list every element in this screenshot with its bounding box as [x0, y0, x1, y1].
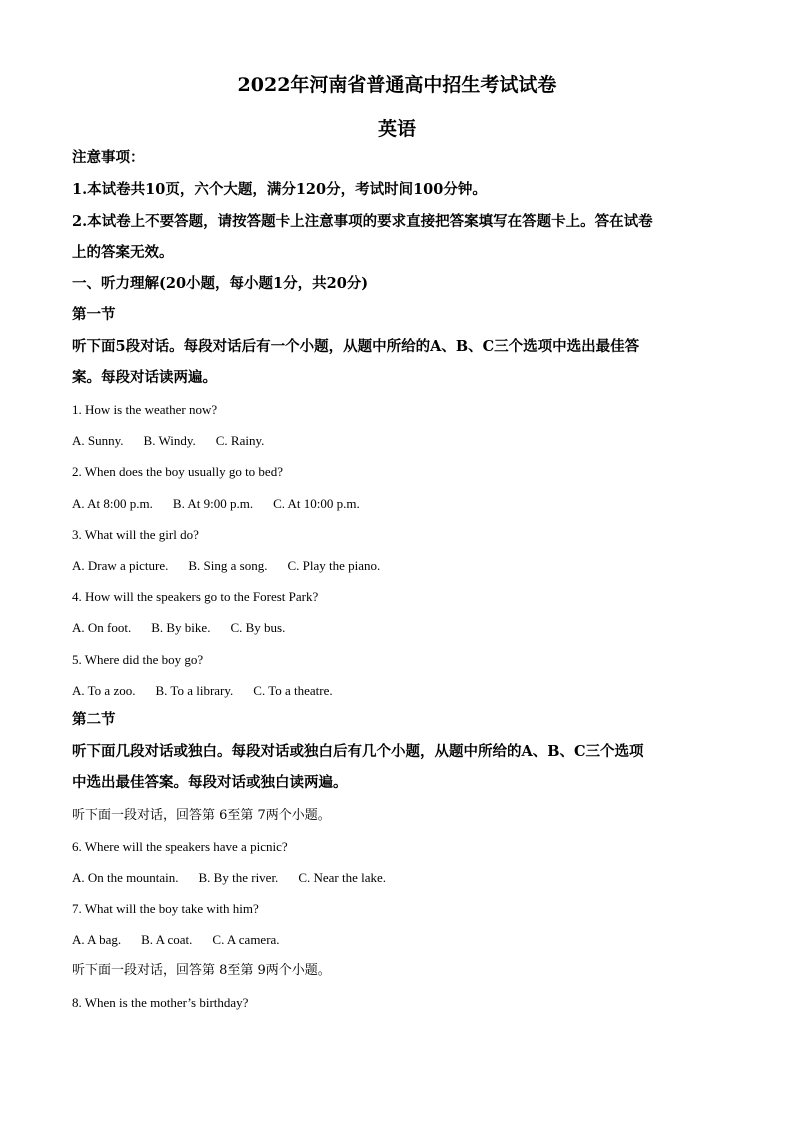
section-2-heading: 第二节 [72, 711, 116, 728]
dialog-intro-6-7: 听下面一段对话，回答第 6至第 7两个小题。 [72, 808, 331, 823]
option-c: C. By bus. [230, 620, 286, 635]
option-a: A. To a zoo. [72, 683, 136, 698]
exam-title: 2022年河南省普通高中招生考试试卷 [237, 74, 557, 96]
option-b: B. To a library. [155, 683, 234, 698]
option-c: C. Play the piano. [287, 558, 381, 573]
option-b: B. Sing a song. [188, 558, 268, 573]
question-7-options [72, 932, 722, 948]
question-4-options [72, 620, 722, 636]
question-1: 1. How is the weather now? [72, 402, 218, 417]
question-6-options [72, 870, 722, 886]
option-c: C. At 10:00 p.m. [273, 496, 360, 511]
part-1-heading: 一、听力理解(20小题，每小题1分，共20分) [72, 275, 369, 292]
section-2-instructions-line-2: 中选出最佳答案。每段对话或独白读两遍。 [72, 774, 348, 791]
option-c: C. Near the lake. [298, 870, 387, 885]
option-a: A. On foot. [72, 620, 132, 635]
option-c: C. A camera. [212, 932, 280, 947]
option-c: C. Rainy. [215, 433, 265, 448]
option-b: B. By the river. [198, 870, 279, 885]
question-5-options [72, 683, 722, 699]
question-1-options [72, 433, 722, 449]
question-6: 6. Where will the speakers have a picnic? [72, 839, 288, 854]
question-8: 8. When is the mother’s birthday? [72, 995, 249, 1010]
question-3-options [72, 558, 722, 574]
question-7: 7. What will the boy take with him? [72, 901, 259, 916]
option-a: A. On the mountain. [72, 870, 179, 885]
option-a: A. A bag. [72, 932, 122, 947]
notice-heading: 注意事项： [72, 149, 145, 166]
dialog-intro-8-9: 听下面一段对话，回答第 8至第 9两个小题。 [72, 963, 331, 978]
section-1-heading: 第一节 [72, 306, 116, 323]
exam-subject: 英语 [377, 118, 416, 140]
option-b: B. By bike. [151, 620, 211, 635]
option-a: A. Sunny. [72, 433, 124, 448]
question-2-options [72, 496, 722, 512]
question-2: 2. When does the boy usually go to bed? [72, 464, 283, 479]
section-2-instructions-line-1: 听下面几段对话或独白。每段对话或独白后有几个小题，从题中所给的A、B、C三个选项 [72, 743, 644, 760]
section-1-instructions-line-2: 案。每段对话读两遍。 [72, 369, 217, 386]
notice-item-2-line-2: 上的答案无效。 [72, 244, 174, 261]
option-b: B. A coat. [141, 932, 193, 947]
option-a: A. Draw a picture. [72, 558, 169, 573]
option-a: A. At 8:00 p.m. [72, 496, 153, 511]
option-b: B. At 9:00 p.m. [172, 496, 254, 511]
question-5: 5. Where did the boy go? [72, 652, 204, 667]
question-3: 3. What will the girl do? [72, 527, 199, 542]
notice-item-2-line-1: 2.本试卷上不要答题，请按答题卡上注意事项的要求直接把答案填写在答题卡上。答在试卷 [72, 213, 653, 230]
section-1-instructions-line-1: 听下面5段对话。每段对话后有一个小题，从题中所给的A、B、C三个选项中选出最佳答 [72, 338, 640, 355]
question-4: 4. How will the speakers go to the Forest Park? [72, 589, 319, 604]
notice-item-1: 1.本试卷共10页，六个大题，满分120分，考试时间100分钟。 [72, 181, 487, 198]
option-c: C. To a theatre. [253, 683, 333, 698]
option-b: B. Windy. [143, 433, 196, 448]
